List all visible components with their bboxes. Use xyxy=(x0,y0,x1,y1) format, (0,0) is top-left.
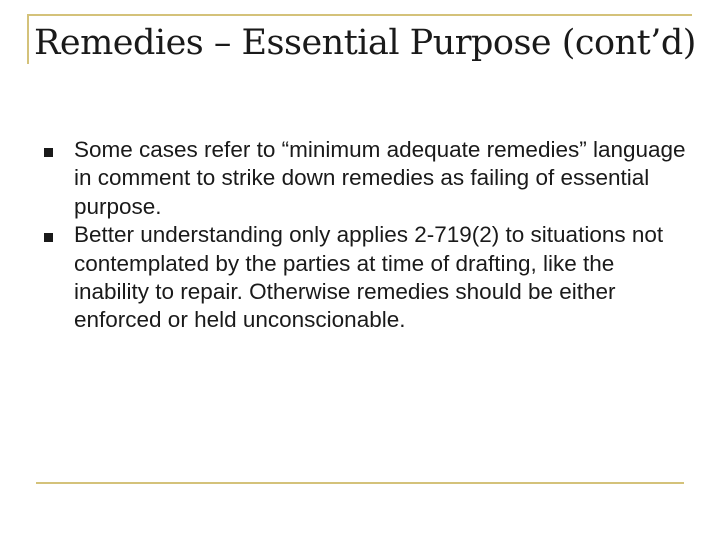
slide-title: Remedies – Essential Purpose (cont’d) xyxy=(34,23,696,63)
title-frame-vertical-line xyxy=(27,14,29,64)
square-bullet-icon xyxy=(44,233,53,242)
bullet-item-1 xyxy=(44,136,694,221)
bullet-text-2: Better understanding only applies 2-719(2) to situations not contemplated by the parties at time of drafting, like the inability to repair. Otherwise remedies should be either enforced or held unconscionable. xyxy=(74,222,664,333)
bullet-list xyxy=(44,136,694,335)
bullet-text-1: Some cases refer to “minimum adequate remedies” language in comment to strike down remedies as failing of essential purpose. xyxy=(74,137,686,219)
square-bullet-icon xyxy=(44,148,53,157)
bottom-divider-line xyxy=(36,482,684,484)
title-frame-horizontal-line xyxy=(27,14,692,16)
bullet-item-2 xyxy=(44,221,694,335)
